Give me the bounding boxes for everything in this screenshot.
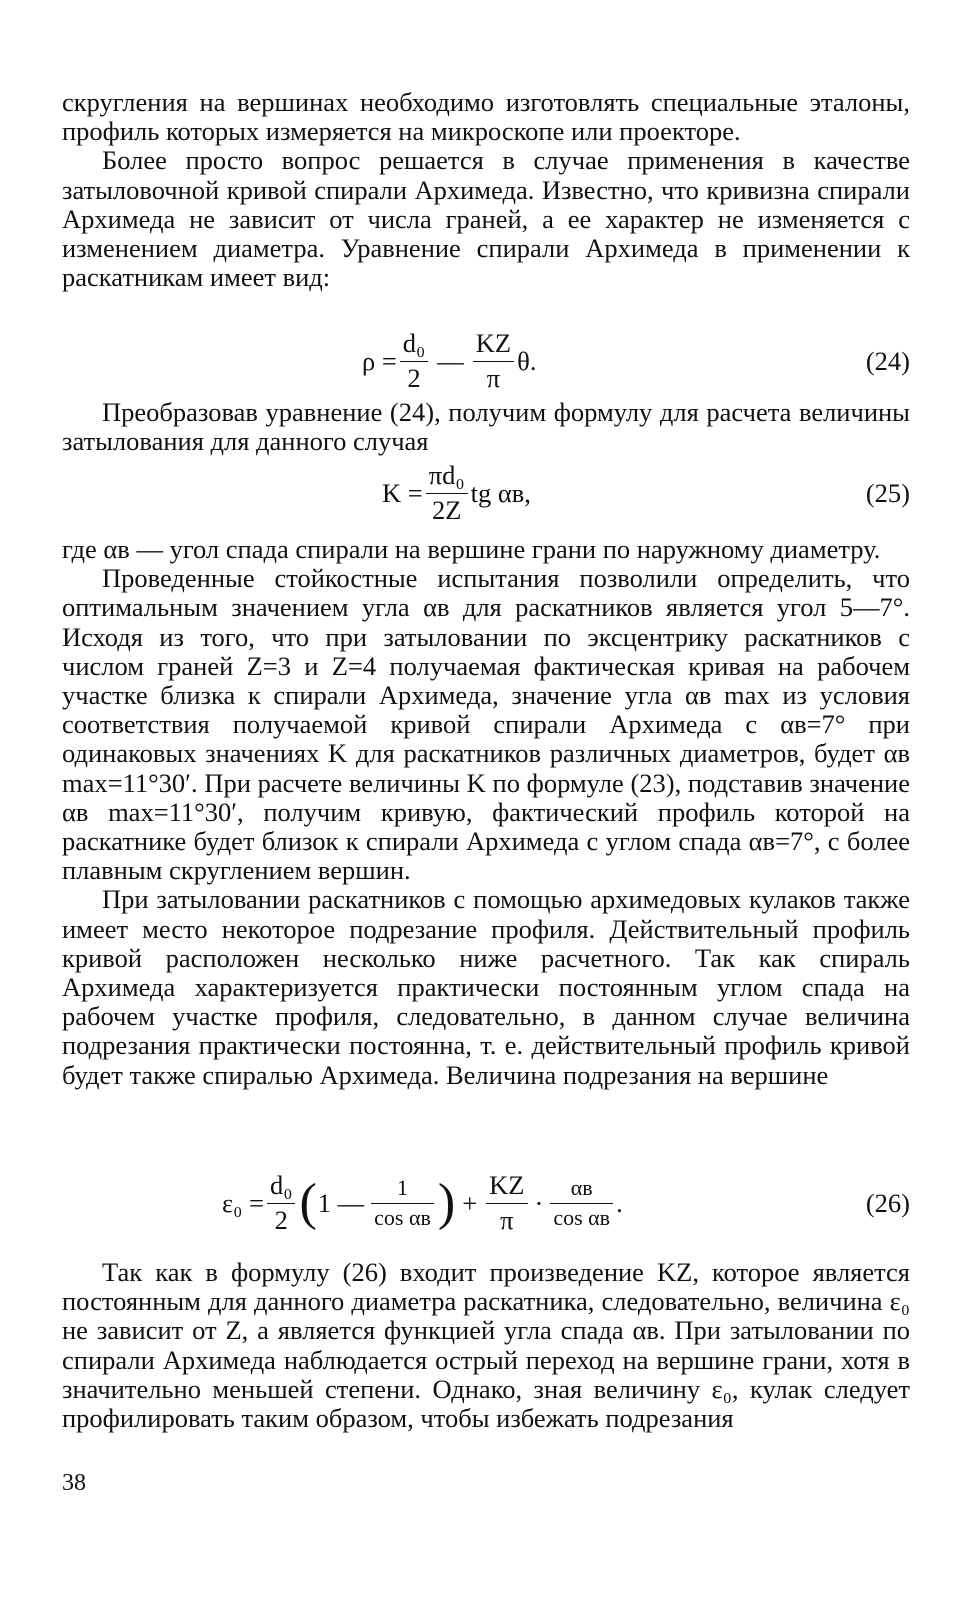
eq24-minus: — xyxy=(437,345,464,376)
eq24-tail: θ. xyxy=(517,345,537,376)
equation-26: ε₀ = $\frac{\text{d₀}}{2}$ ( 1 — $\frac{1}{\text{cos αв}}$ ) + $\frac{KZ}{\pi}$ · $\frac{\alpha в}{\text{cos αв}}$ . (26) xyxy=(62,1168,910,1238)
eq26-f3-num: KZ xyxy=(486,1171,527,1203)
eq26-f4-den: cos αв xyxy=(553,1204,611,1230)
eq26-fraction-3 xyxy=(486,1171,527,1234)
eq26-plus: + xyxy=(462,1187,478,1218)
equation-24 xyxy=(62,326,910,396)
eq26-lhs: ε₀ = xyxy=(222,1187,264,1218)
eq24-f1-num: d₀ xyxy=(400,329,429,361)
eq26-fraction-4 xyxy=(550,1176,613,1229)
paragraph-6: При затыловании раскатников с помощью архимедовых кулаков также имеет место некоторое подрезание профиля. Действительный профиль кривой расположен несколько ниже расчетного. Так как спираль Архимеда характеризуется практически постоянным углом спада на рабочем участке профиля, следовательно, в данном случае величина подрезания практически постоянна, т. е. действительный профиль кривой будет также спиралью Архимеда. Величина подрезания на вершине xyxy=(62,884,910,1090)
eq26-f1-num: d₀ xyxy=(267,1171,296,1203)
eq26-f3-den: π xyxy=(500,1204,514,1235)
eq26-f1-den: 2 xyxy=(274,1204,288,1235)
eq26-f2-num: 1 xyxy=(371,1176,434,1203)
eq26-dot: · xyxy=(534,1187,544,1218)
paragraph-3-wrap xyxy=(62,398,910,456)
eq25-den: 2Z xyxy=(431,494,462,525)
paragraph-3: Преобразовав уравнение (24), получим формулу для расчета величины затылования для данного случая xyxy=(62,397,910,457)
paragraph-2: Более просто вопрос решается в случае применения в качестве затыловочной кривой спирали Архимеда. Известно, что кривизна спирали Архимеда не зависит от числа граней, а ее характер не изменяется с изменением диаметра. Уравнение спирали Архимеда в применении к раскатникам имеет вид: xyxy=(62,145,910,293)
eq24-fraction-2 xyxy=(473,329,514,392)
paragraph-5: Проведенные стойкостные испытания позволили определить, что оптимальным значением угла αв для раскатников является угол 5—7°. Исходя из того, что при затыловании по эксцентрику раскатников с числом граней Z=3 и Z=4 получаемая фактическая кривая на рабочем участке близка к спирали Архимеда, значение угла αв max из условия соответствия получаемой кривой спирали Архимеда с αв=7° при одинаковых значениях K для раскатников различных диаметров, будет αв max=11°30′. При расчете величины K по формуле (23), подставив значение αв max=11°30′, получим кривую, фактический профиль которой на раскатнике будет близок к спирали Архимеда с углом спада αв=7°, с более плавным скруглением вершин. xyxy=(62,563,910,886)
eq24-f1-den: 2 xyxy=(407,362,421,393)
eq25-fraction xyxy=(426,461,468,524)
eq26-one-minus: 1 — xyxy=(317,1187,365,1218)
eq25-num: πd₀ xyxy=(426,461,468,493)
eq25-tail: tg αв, xyxy=(470,477,531,508)
eq26-fraction-2 xyxy=(371,1176,434,1229)
eq24-fraction-1 xyxy=(400,329,429,392)
eq24-f2-num: KZ xyxy=(473,329,514,361)
eq25-lhs: K = xyxy=(382,477,423,508)
eq24-lhs: ρ = xyxy=(362,345,397,376)
paragraph-intro xyxy=(62,88,910,292)
eq26-f2-den: cos αв xyxy=(374,1204,431,1230)
equation-25 xyxy=(62,458,910,528)
paragraph-1: скругления на вершинах необходимо изготовлять специальные эталоны, профиль которых измеряется на микроскопе или проекторе. xyxy=(62,87,910,147)
page-number: 38 xyxy=(62,1470,86,1496)
eq26-number: (26) xyxy=(865,1187,910,1218)
paragraphs-main xyxy=(62,535,910,1090)
eq26-f4-num: αв xyxy=(550,1176,613,1203)
eq25-number: (25) xyxy=(865,477,910,508)
paragraph-7: Так как в формулу (26) входит произведение KZ, которое является постоянным для данного диаметра раскатника, следовательно, величина ε₀ не зависит от Z, а является функцией угла спада αв. При затыловании по спирали Архимеда наблюдается острый переход на вершине грани, хотя в значительно меньшей степени. Однако, зная величину ε₀, кулак следует профилировать таким образом, чтобы избежать подрезания xyxy=(62,1257,910,1434)
eq24-f2-den: π xyxy=(486,362,501,393)
paragraph-7-wrap xyxy=(62,1258,910,1433)
eq26-fraction-1 xyxy=(267,1171,296,1234)
paragraph-4: где αв — угол спада спирали на вершине грани по наружному диаметру. xyxy=(62,534,881,564)
eq24-number: (24) xyxy=(865,345,910,376)
eq26-end: . xyxy=(616,1187,623,1218)
